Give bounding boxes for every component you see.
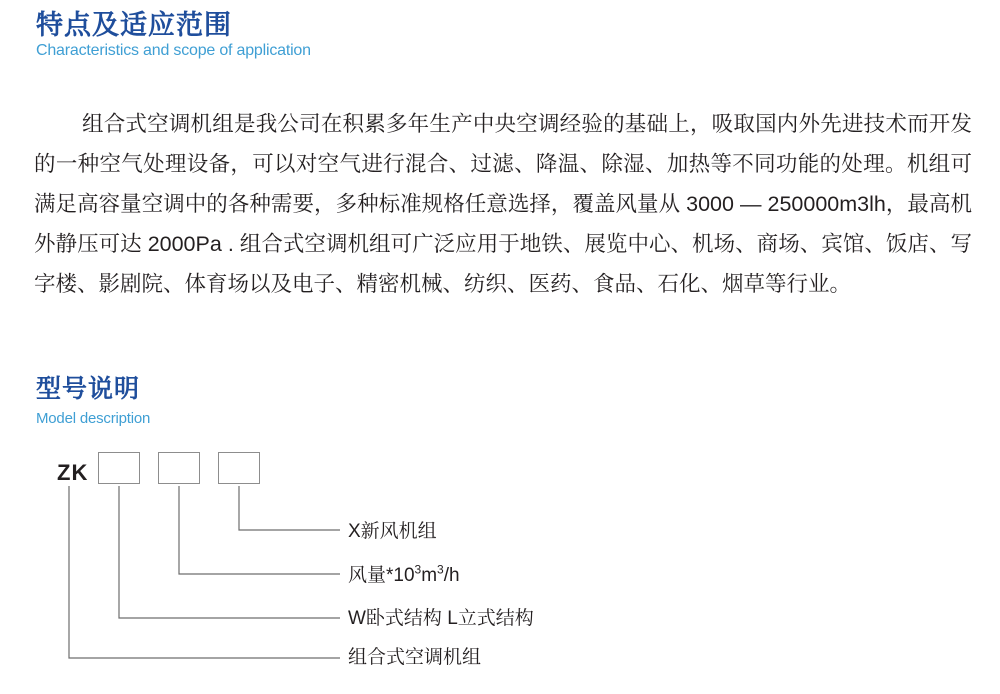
section-2-subtitle: Model description xyxy=(36,410,151,427)
model-description-diagram xyxy=(0,440,1000,694)
label-air-volume xyxy=(348,564,460,588)
label-air-volume-exp1: 3 xyxy=(414,562,422,577)
label-new-air-unit: X新风机组 xyxy=(348,521,437,542)
section-1-subtitle: Characteristics and scope of application xyxy=(36,42,311,59)
section-2-title: 型号说明 xyxy=(36,375,141,403)
label-unit-name: 组合式空调机组 xyxy=(348,647,482,668)
section-1-paragraph: 组合式空调机组是我公司在积累多年生产中央空调经验的基础上，吸取国内外先进技术而开发的一种空气处理设备，可以对空气进行混合、过滤、降温、除湿、加热等不同功能的处理。机组可满足高容量空调中的各种需要，多种标准规格任意选择，覆盖风量从 3000 — 250000m3lh，最高机外静压可达 2000Pa . 组合式空调机组可广泛应用于地铁、展览中心、机场、商场、宾馆、饭店、写字楼、影剧院、体育场以及电子、精密机械、纺织、医药、食品、石化、烟草等行业。 xyxy=(34,111,972,296)
label-air-volume-exp2: 3 xyxy=(437,562,444,577)
leader-lines xyxy=(0,440,1000,694)
label-air-volume-suffix: /h xyxy=(443,565,460,586)
label-structure-type: W卧式结构 L立式结构 xyxy=(348,608,534,629)
section-1-title: 特点及适应范围 xyxy=(36,10,232,40)
label-air-volume-mid: m xyxy=(421,565,438,586)
model-prefix-zk: ZK xyxy=(57,460,89,485)
label-air-volume-prefix: 风量*10 xyxy=(348,565,415,586)
